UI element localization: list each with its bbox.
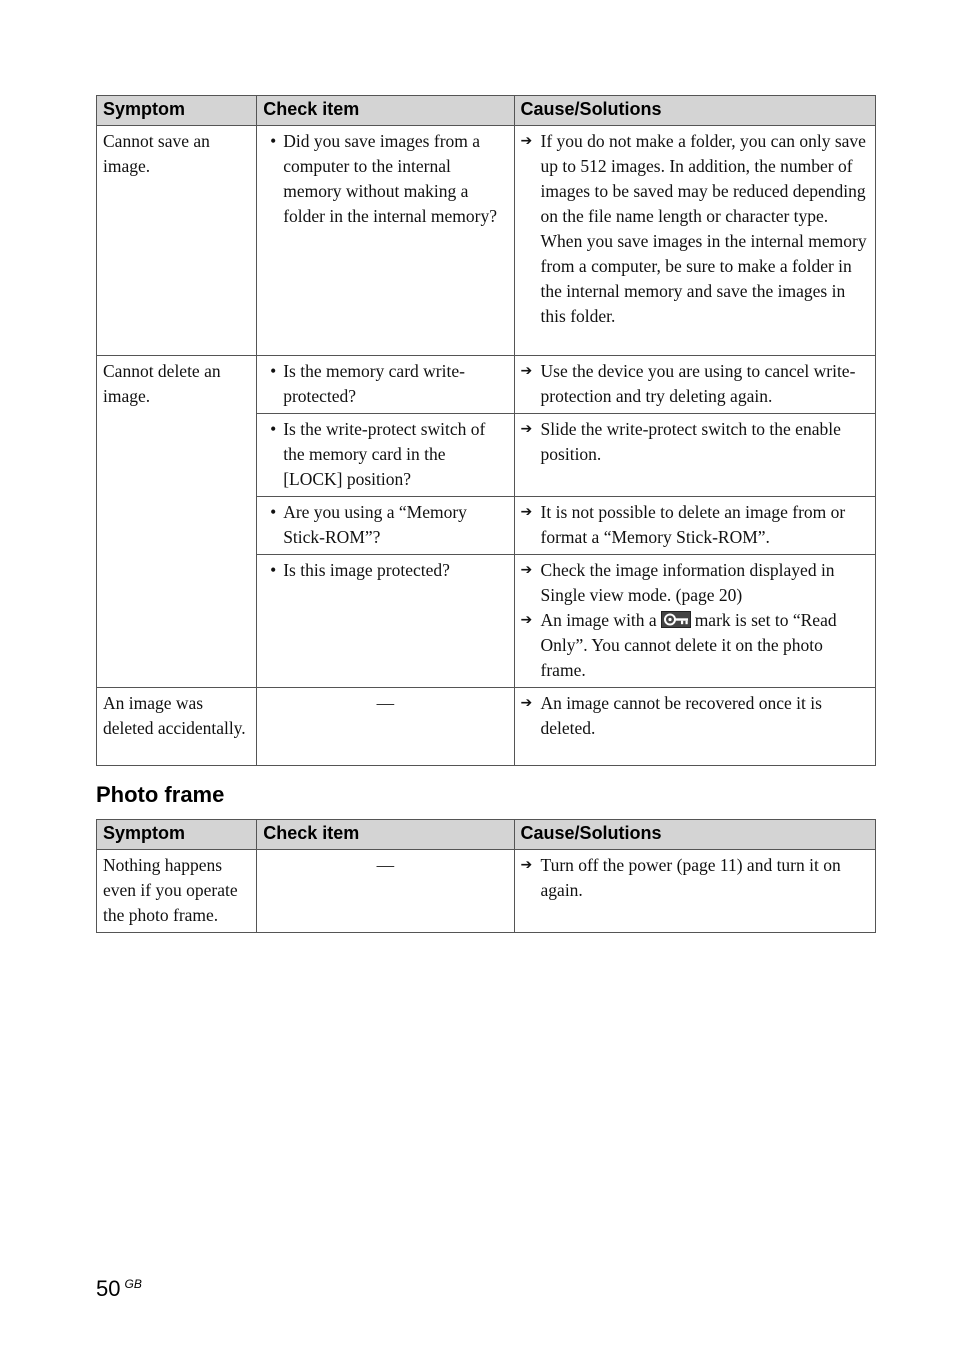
solution-cell bbox=[514, 414, 875, 497]
arrow-icon: ➔ bbox=[520, 421, 533, 437]
check-cell bbox=[257, 497, 514, 555]
solution-cell bbox=[514, 497, 875, 555]
solution-text: It is not possible to delete an image from or format a “Memory Stick-ROM”. bbox=[540, 502, 846, 547]
solution-text: Check the image information displayed in Single view mode. (page 20) bbox=[540, 560, 835, 605]
symptom-cell: An image was deleted accidentally. bbox=[97, 688, 257, 766]
header-symptom: Symptom bbox=[97, 820, 257, 850]
arrow-icon: ➔ bbox=[520, 504, 533, 520]
check-cell bbox=[257, 356, 514, 414]
check-cell-empty-dash: — bbox=[257, 850, 514, 933]
symptom-cell: Cannot save an image. bbox=[97, 126, 257, 356]
table-row bbox=[97, 688, 876, 766]
check-text: Did you save images from a computer to the internal memory without making a folder in the internal memory? bbox=[283, 131, 498, 226]
arrow-icon: ➔ bbox=[520, 612, 533, 628]
solution-cell bbox=[514, 850, 875, 933]
bullet-marker: • bbox=[270, 361, 277, 381]
arrow-icon: ➔ bbox=[520, 857, 533, 873]
symptom-cell: Cannot delete an image. bbox=[97, 356, 257, 688]
check-text: Is the memory card write-protected? bbox=[283, 361, 465, 406]
page-footer bbox=[96, 1276, 142, 1302]
check-cell-empty-dash: — bbox=[257, 688, 514, 766]
bullet-marker: • bbox=[270, 419, 277, 439]
page-number: 50 bbox=[96, 1276, 121, 1301]
header-cause-solutions: Cause/Solutions bbox=[514, 96, 875, 126]
solution-text: If you do not make a folder, you can only save up to 512 images. In addition, the number of images to be saved may be reduced depending on the file name length or character type. When you save images in the internal memory from a computer, be sure to make a folder in the internal memory and save the images in this folder. bbox=[540, 131, 867, 326]
check-text: Are you using a “Memory Stick-ROM”? bbox=[283, 502, 467, 547]
solution-text: Use the device you are using to cancel write-protection and try deleting again. bbox=[540, 361, 856, 406]
arrow-icon: ➔ bbox=[520, 133, 533, 149]
arrow-icon: ➔ bbox=[520, 695, 533, 711]
arrow-icon: ➔ bbox=[520, 363, 533, 379]
key-lock-icon bbox=[661, 611, 691, 628]
table-header-row bbox=[97, 820, 876, 850]
bullet-marker: • bbox=[270, 131, 277, 151]
solution-cell bbox=[514, 356, 875, 414]
region-code: GB bbox=[124, 1277, 142, 1291]
check-cell bbox=[257, 126, 514, 356]
bullet-marker: • bbox=[270, 502, 277, 522]
troubleshooting-table-images bbox=[96, 95, 876, 766]
check-cell bbox=[257, 555, 514, 688]
troubleshooting-table-photo-frame bbox=[96, 819, 876, 933]
check-text: Is this image protected? bbox=[283, 560, 450, 580]
check-text: Is the write-protect switch of the memory card in the [LOCK] position? bbox=[283, 419, 486, 489]
section-title: Photo frame bbox=[96, 782, 225, 807]
table-header-row bbox=[97, 96, 876, 126]
symptom-cell: Nothing happens even if you operate the photo frame. bbox=[97, 850, 257, 933]
header-check-item: Check item bbox=[257, 820, 514, 850]
header-symptom: Symptom bbox=[97, 96, 257, 126]
solution-text: mark is set to “Read Only”. You cannot delete it on the photo frame. bbox=[540, 610, 837, 680]
bullet-marker: • bbox=[270, 560, 277, 580]
solution-text: Turn off the power (page 11) and turn it on again. bbox=[540, 855, 841, 900]
table-row bbox=[97, 356, 876, 414]
table-row bbox=[97, 126, 876, 356]
solution-cell bbox=[514, 126, 875, 356]
table-row bbox=[97, 850, 876, 933]
header-cause-solutions: Cause/Solutions bbox=[514, 820, 875, 850]
solution-cell bbox=[514, 555, 875, 688]
solution-text: An image with a bbox=[540, 610, 657, 630]
arrow-icon: ➔ bbox=[520, 562, 533, 578]
solution-cell bbox=[514, 688, 875, 766]
solution-text: Slide the write-protect switch to the enable position. bbox=[540, 419, 841, 464]
solution-text: An image cannot be recovered once it is deleted. bbox=[540, 693, 822, 738]
check-cell bbox=[257, 414, 514, 497]
page-content bbox=[96, 95, 876, 933]
header-check-item: Check item bbox=[257, 96, 514, 126]
